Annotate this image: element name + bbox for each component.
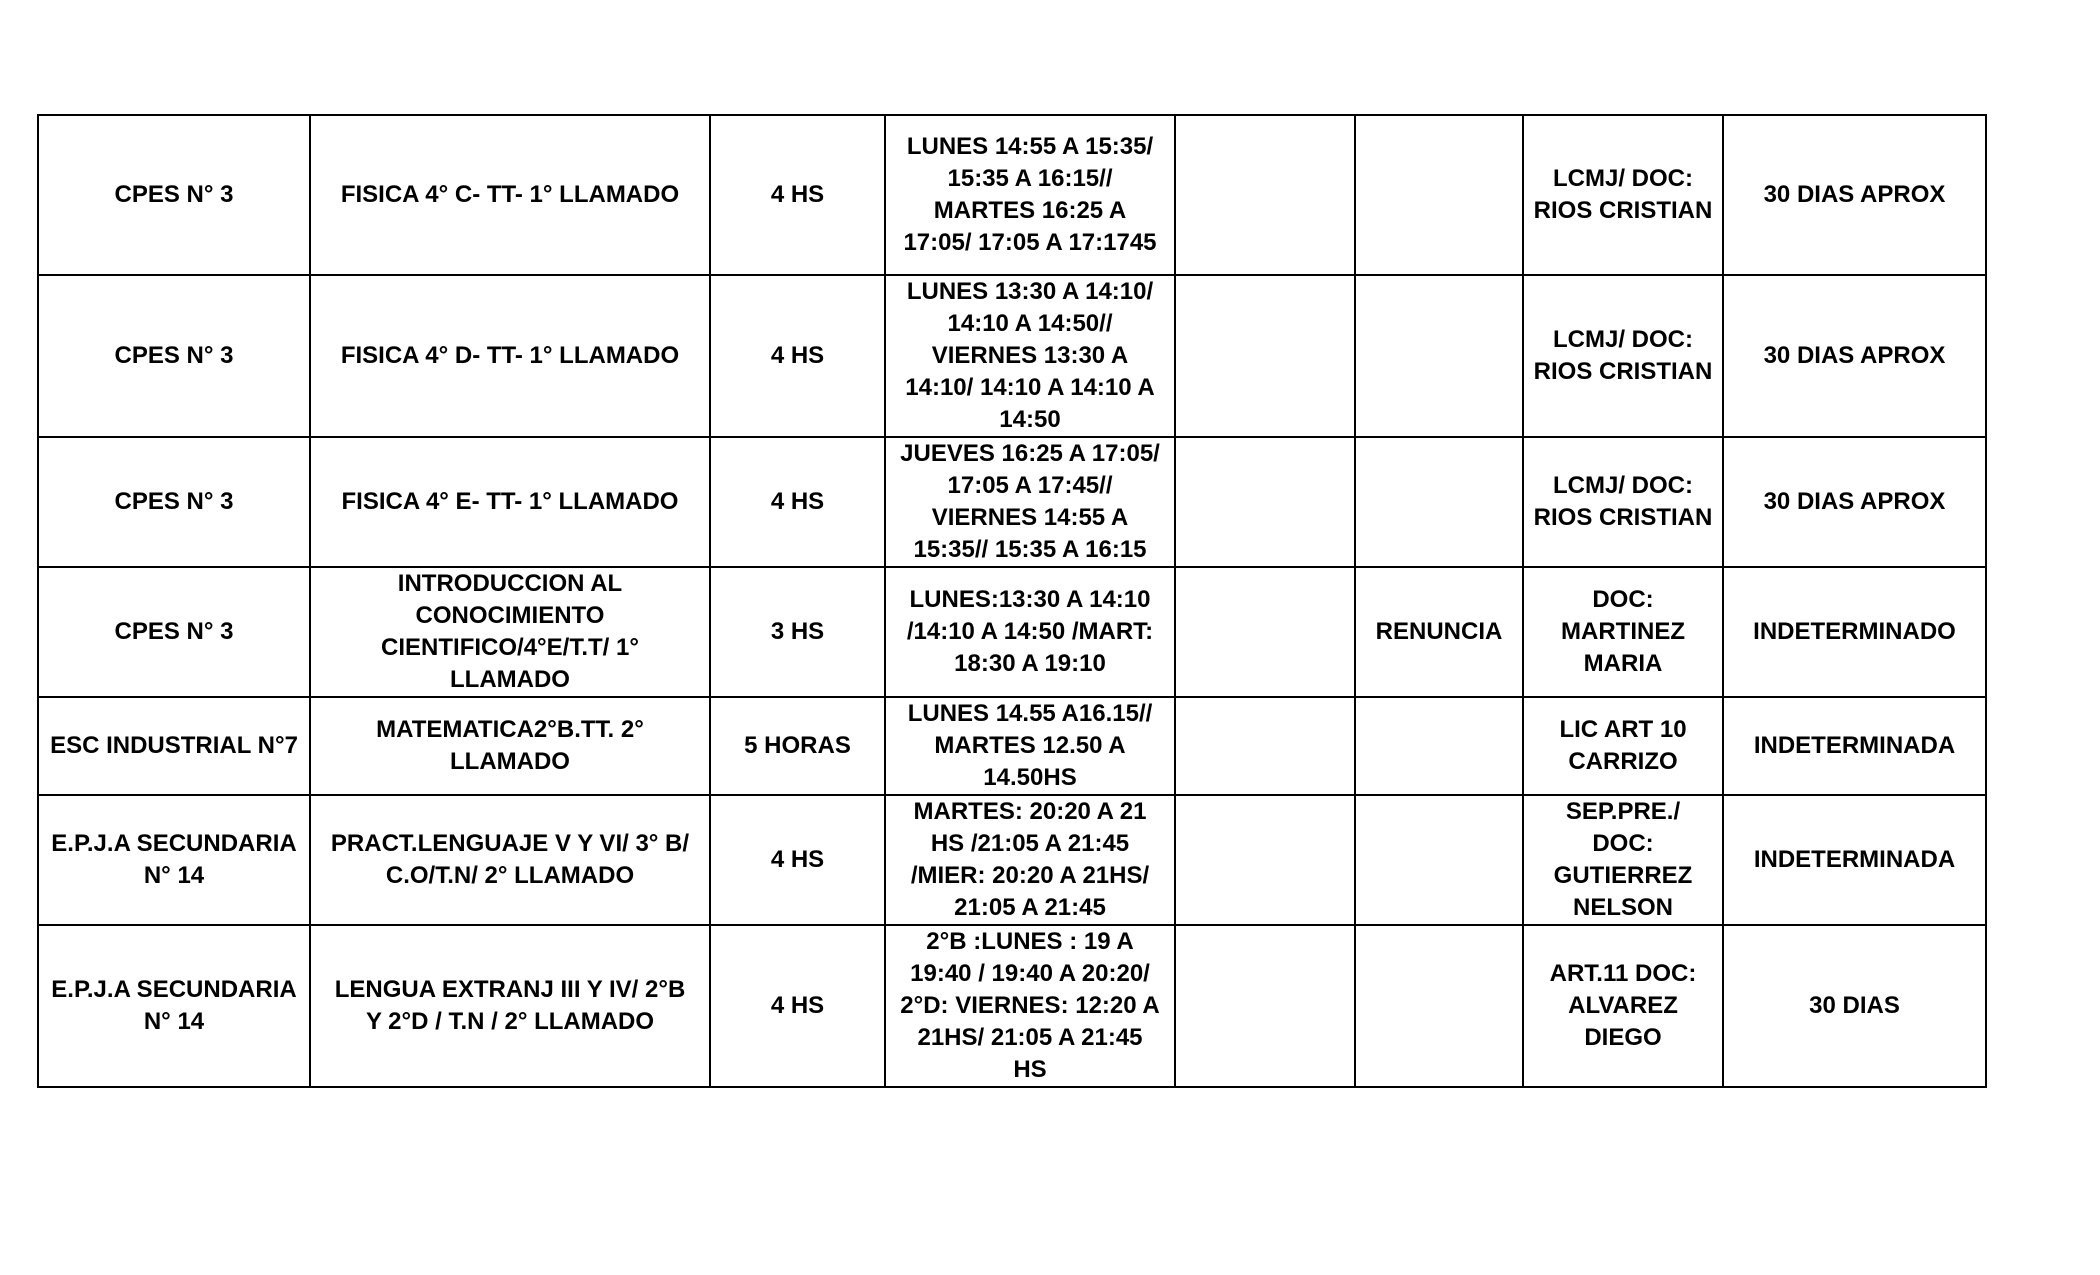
hours-cell: 4 HS bbox=[710, 795, 885, 925]
table-row bbox=[38, 115, 1986, 275]
reason-cell bbox=[1355, 697, 1523, 795]
schedule-cell: LUNES 14:55 A 15:35/ 15:35 A 16:15// MARTES 16:25 A 17:05/ 17:05 A 17:1745 bbox=[885, 115, 1175, 275]
duration-cell: INDETERMINADA bbox=[1723, 795, 1986, 925]
vacancy-table bbox=[37, 114, 1987, 1088]
duration-cell: 30 DIAS bbox=[1723, 925, 1986, 1087]
empty-cell bbox=[1175, 115, 1355, 275]
reason-cell bbox=[1355, 115, 1523, 275]
duration-cell: INDETERMINADA bbox=[1723, 697, 1986, 795]
table-row bbox=[38, 925, 1986, 1087]
empty-cell bbox=[1175, 437, 1355, 567]
schedule-cell: MARTES: 20:20 A 21 HS /21:05 A 21:45 /MIER: 20:20 A 21HS/ 21:05 A 21:45 bbox=[885, 795, 1175, 925]
empty-cell bbox=[1175, 925, 1355, 1087]
hours-cell: 5 HORAS bbox=[710, 697, 885, 795]
duration-cell: INDETERMINADO bbox=[1723, 567, 1986, 697]
schedule-cell: LUNES 14.55 A16.15// MARTES 12.50 A 14.50HS bbox=[885, 697, 1175, 795]
teacher-cell: LIC ART 10 CARRIZO bbox=[1523, 697, 1723, 795]
teacher-cell: LCMJ/ DOC: RIOS CRISTIAN bbox=[1523, 437, 1723, 567]
table-row bbox=[38, 567, 1986, 697]
reason-cell: RENUNCIA bbox=[1355, 567, 1523, 697]
table-row bbox=[38, 275, 1986, 437]
reason-cell bbox=[1355, 437, 1523, 567]
school-cell: ESC INDUSTRIAL N°7 bbox=[38, 697, 310, 795]
school-cell: E.P.J.A SECUNDARIA N° 14 bbox=[38, 925, 310, 1087]
school-cell: CPES N° 3 bbox=[38, 567, 310, 697]
schedule-cell: 2°B :LUNES : 19 A 19:40 / 19:40 A 20:20/ 2°D: VIERNES: 12:20 A 21HS/ 21:05 A 21:45 HS bbox=[885, 925, 1175, 1087]
empty-cell bbox=[1175, 275, 1355, 437]
duration-cell: 30 DIAS APROX bbox=[1723, 275, 1986, 437]
table-row bbox=[38, 697, 1986, 795]
schedule-cell: JUEVES 16:25 A 17:05/ 17:05 A 17:45// VIERNES 14:55 A 15:35// 15:35 A 16:15 bbox=[885, 437, 1175, 567]
table-row bbox=[38, 795, 1986, 925]
school-cell: CPES N° 3 bbox=[38, 275, 310, 437]
duration-cell: 30 DIAS APROX bbox=[1723, 115, 1986, 275]
reason-cell bbox=[1355, 795, 1523, 925]
teacher-cell: DOC: MARTINEZ MARIA bbox=[1523, 567, 1723, 697]
subject-cell: FISICA 4° C- TT- 1° LLAMADO bbox=[310, 115, 710, 275]
school-cell: CPES N° 3 bbox=[38, 437, 310, 567]
schedule-cell: LUNES 13:30 A 14:10/ 14:10 A 14:50// VIERNES 13:30 A 14:10/ 14:10 A 14:10 A 14:50 bbox=[885, 275, 1175, 437]
hours-cell: 3 HS bbox=[710, 567, 885, 697]
document-page bbox=[37, 114, 1987, 1088]
duration-cell: 30 DIAS APROX bbox=[1723, 437, 1986, 567]
school-cell: E.P.J.A SECUNDARIA N° 14 bbox=[38, 795, 310, 925]
subject-cell: FISICA 4° D- TT- 1° LLAMADO bbox=[310, 275, 710, 437]
subject-cell: FISICA 4° E- TT- 1° LLAMADO bbox=[310, 437, 710, 567]
subject-cell: MATEMATICA2°B.TT. 2° LLAMADO bbox=[310, 697, 710, 795]
teacher-cell: LCMJ/ DOC: RIOS CRISTIAN bbox=[1523, 275, 1723, 437]
reason-cell bbox=[1355, 275, 1523, 437]
school-cell: CPES N° 3 bbox=[38, 115, 310, 275]
subject-cell: INTRODUCCION AL CONOCIMIENTO CIENTIFICO/4°E/T.T/ 1° LLAMADO bbox=[310, 567, 710, 697]
teacher-cell: SEP.PRE./ DOC: GUTIERREZ NELSON bbox=[1523, 795, 1723, 925]
empty-cell bbox=[1175, 567, 1355, 697]
subject-cell: PRACT.LENGUAJE V Y VI/ 3° B/ C.O/T.N/ 2° LLAMADO bbox=[310, 795, 710, 925]
empty-cell bbox=[1175, 795, 1355, 925]
reason-cell bbox=[1355, 925, 1523, 1087]
empty-cell bbox=[1175, 697, 1355, 795]
teacher-cell: LCMJ/ DOC: RIOS CRISTIAN bbox=[1523, 115, 1723, 275]
hours-cell: 4 HS bbox=[710, 437, 885, 567]
hours-cell: 4 HS bbox=[710, 925, 885, 1087]
table-row bbox=[38, 437, 1986, 567]
teacher-cell: ART.11 DOC: ALVAREZ DIEGO bbox=[1523, 925, 1723, 1087]
hours-cell: 4 HS bbox=[710, 275, 885, 437]
subject-cell: LENGUA EXTRANJ III Y IV/ 2°B Y 2°D / T.N / 2° LLAMADO bbox=[310, 925, 710, 1087]
hours-cell: 4 HS bbox=[710, 115, 885, 275]
schedule-cell: LUNES:13:30 A 14:10 /14:10 A 14:50 /MART: 18:30 A 19:10 bbox=[885, 567, 1175, 697]
